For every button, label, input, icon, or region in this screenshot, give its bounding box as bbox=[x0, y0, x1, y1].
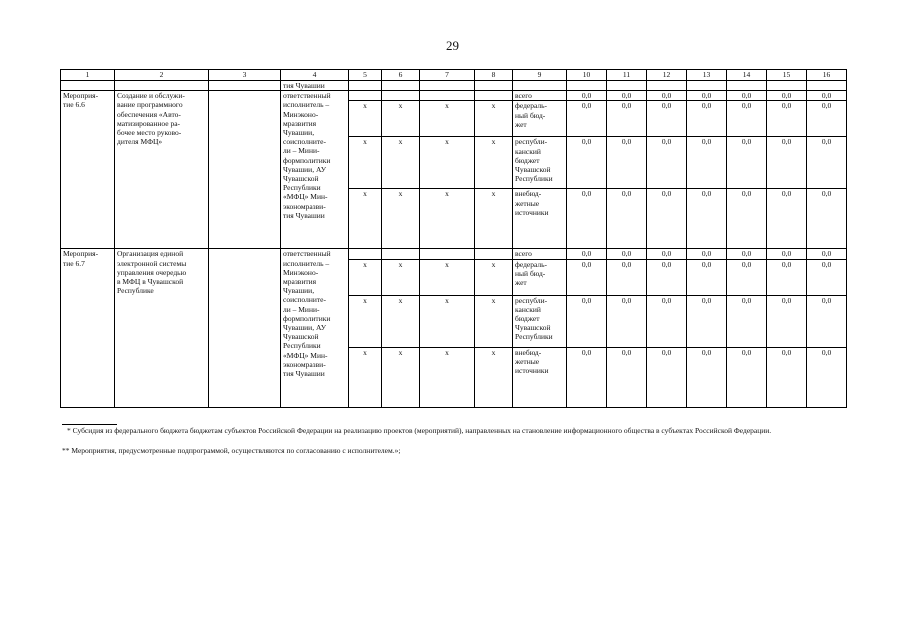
source-cell: всего bbox=[513, 91, 567, 101]
code-cell: х bbox=[420, 347, 475, 407]
code-cell bbox=[349, 91, 382, 101]
empty-cell bbox=[767, 81, 807, 91]
measure-name-cell: Создание и обслужи- вание программного обеспечения «Авто- матизированное ра- бочее место руково- дителя МФЦ» bbox=[115, 91, 209, 249]
value-cell: 0,0 bbox=[727, 91, 767, 101]
measure-name-cell: Организация единой электронной системы управления очередью в МФЦ в Чувашской Республике bbox=[115, 249, 209, 407]
executor-cell: ответственный исполнитель – Минэконо- мразвития Чувашии, соисполните- ли – Мини- формполитики Чувашии, АУ Чувашской Республики «МФЦ» Мин- экономразви- тия Чувашии bbox=[281, 249, 349, 407]
executor-cell: тия Чувашии bbox=[281, 81, 349, 91]
value-cell: 0,0 bbox=[727, 101, 767, 137]
value-cell: 0,0 bbox=[687, 295, 727, 347]
empty-cell bbox=[687, 81, 727, 91]
source-cell: внебюд- жетные источники bbox=[513, 189, 567, 249]
value-cell: 0,0 bbox=[807, 347, 847, 407]
code-cell: х bbox=[475, 295, 513, 347]
value-cell: 0,0 bbox=[687, 91, 727, 101]
empty-cell bbox=[61, 81, 115, 91]
source-cell: всего bbox=[513, 249, 567, 259]
value-cell: 0,0 bbox=[607, 189, 647, 249]
value-cell: 0,0 bbox=[647, 295, 687, 347]
code-cell bbox=[420, 249, 475, 259]
header-cell: 7 bbox=[420, 70, 475, 81]
value-cell: 0,0 bbox=[687, 259, 727, 295]
value-cell: 0,0 bbox=[807, 137, 847, 189]
value-cell: 0,0 bbox=[567, 259, 607, 295]
value-cell: 0,0 bbox=[607, 91, 647, 101]
code-cell: х bbox=[382, 259, 420, 295]
empty-cell bbox=[115, 81, 209, 91]
source-cell: республи- канский бюджет Чувашской Республики bbox=[513, 295, 567, 347]
table-body bbox=[61, 70, 847, 408]
header-cell: 8 bbox=[475, 70, 513, 81]
value-cell: 0,0 bbox=[767, 101, 807, 137]
value-cell: 0,0 bbox=[647, 91, 687, 101]
code-cell bbox=[382, 249, 420, 259]
value-cell: 0,0 bbox=[687, 249, 727, 259]
empty-cell bbox=[513, 81, 567, 91]
executor-cell: ответственный исполнитель – Минэконо- мразвития Чувашии, соисполните- ли – Мини- формполитики Чувашии, АУ Чувашской Республики «МФЦ» Мин- экономразви- тия Чувашии bbox=[281, 91, 349, 249]
source-cell: федераль- ный бюд- жет bbox=[513, 259, 567, 295]
value-cell: 0,0 bbox=[727, 249, 767, 259]
value-cell: 0,0 bbox=[767, 189, 807, 249]
code-cell: х bbox=[475, 189, 513, 249]
value-cell: 0,0 bbox=[647, 347, 687, 407]
value-cell: 0,0 bbox=[767, 259, 807, 295]
continuation-row bbox=[61, 81, 847, 91]
header-cell: 12 bbox=[647, 70, 687, 81]
value-cell: 0,0 bbox=[647, 259, 687, 295]
footnote-1: * Субсидия из федерального бюджета бюджетам субъектов Российской Федерации на реализацию проектов (мероприятий), направленных на становление информационного общества в субъектах Российской Федерации. bbox=[67, 426, 772, 435]
value-cell: 0,0 bbox=[647, 137, 687, 189]
value-cell: 0,0 bbox=[607, 259, 647, 295]
empty-cell bbox=[647, 81, 687, 91]
code-cell: х bbox=[349, 347, 382, 407]
value-cell: 0,0 bbox=[567, 249, 607, 259]
value-cell: 0,0 bbox=[807, 189, 847, 249]
header-cell: 16 bbox=[807, 70, 847, 81]
header-cell: 6 bbox=[382, 70, 420, 81]
value-cell: 0,0 bbox=[607, 295, 647, 347]
value-cell: 0,0 bbox=[687, 101, 727, 137]
code-cell: х bbox=[382, 101, 420, 137]
code-cell: х bbox=[349, 295, 382, 347]
header-cell: 3 bbox=[209, 70, 281, 81]
value-cell: 0,0 bbox=[567, 189, 607, 249]
empty-cell bbox=[382, 81, 420, 91]
measure-id-cell: Мероприя- тие 6.6 bbox=[61, 91, 115, 249]
header-cell: 13 bbox=[687, 70, 727, 81]
source-cell: внебюд- жетные источники bbox=[513, 347, 567, 407]
empty-cell bbox=[727, 81, 767, 91]
empty-cell bbox=[349, 81, 382, 91]
header-cell: 5 bbox=[349, 70, 382, 81]
code-cell: х bbox=[420, 259, 475, 295]
code-cell: х bbox=[349, 137, 382, 189]
value-cell: 0,0 bbox=[567, 295, 607, 347]
value-cell: 0,0 bbox=[807, 295, 847, 347]
code-cell bbox=[349, 249, 382, 259]
value-cell: 0,0 bbox=[727, 295, 767, 347]
code-cell: х bbox=[382, 347, 420, 407]
value-cell: 0,0 bbox=[647, 189, 687, 249]
code-cell: х bbox=[349, 189, 382, 249]
value-cell: 0,0 bbox=[567, 137, 607, 189]
code-cell bbox=[420, 91, 475, 101]
value-cell: 0,0 bbox=[567, 347, 607, 407]
value-cell: 0,0 bbox=[727, 189, 767, 249]
value-cell: 0,0 bbox=[807, 91, 847, 101]
value-cell: 0,0 bbox=[767, 347, 807, 407]
header-cell: 11 bbox=[607, 70, 647, 81]
value-cell: 0,0 bbox=[567, 91, 607, 101]
value-cell: 0,0 bbox=[807, 249, 847, 259]
code-cell: х bbox=[420, 101, 475, 137]
code-cell: х bbox=[475, 101, 513, 137]
code-cell: х bbox=[420, 189, 475, 249]
value-cell: 0,0 bbox=[727, 347, 767, 407]
header-cell: 14 bbox=[727, 70, 767, 81]
empty-cell bbox=[209, 81, 281, 91]
code-cell bbox=[382, 91, 420, 101]
empty-cell bbox=[807, 81, 847, 91]
value-cell: 0,0 bbox=[767, 91, 807, 101]
code-cell: х bbox=[475, 137, 513, 189]
value-cell: 0,0 bbox=[767, 295, 807, 347]
value-cell: 0,0 bbox=[607, 249, 647, 259]
value-cell: 0,0 bbox=[567, 101, 607, 137]
value-cell: 0,0 bbox=[687, 189, 727, 249]
value-cell: 0,0 bbox=[687, 137, 727, 189]
empty-cell bbox=[209, 91, 281, 249]
empty-cell bbox=[209, 249, 281, 407]
code-cell: х bbox=[475, 347, 513, 407]
code-cell: х bbox=[475, 259, 513, 295]
code-cell: х bbox=[420, 137, 475, 189]
source-cell: республи- канский бюджет Чувашской Республики bbox=[513, 137, 567, 189]
source-cell: федераль- ный бюд- жет bbox=[513, 101, 567, 137]
value-cell: 0,0 bbox=[607, 347, 647, 407]
code-cell bbox=[475, 249, 513, 259]
value-cell: 0,0 bbox=[607, 101, 647, 137]
empty-cell bbox=[567, 81, 607, 91]
empty-cell bbox=[475, 81, 513, 91]
value-cell: 0,0 bbox=[807, 101, 847, 137]
value-cell: 0,0 bbox=[647, 101, 687, 137]
code-cell: х bbox=[420, 295, 475, 347]
page-number: 29 bbox=[446, 38, 459, 53]
code-cell: х bbox=[349, 259, 382, 295]
value-cell: 0,0 bbox=[647, 249, 687, 259]
table-row bbox=[61, 249, 847, 259]
value-cell: 0,0 bbox=[687, 347, 727, 407]
header-cell: 15 bbox=[767, 70, 807, 81]
code-cell: х bbox=[382, 137, 420, 189]
header-cell: 9 bbox=[513, 70, 567, 81]
value-cell: 0,0 bbox=[727, 137, 767, 189]
footnote-2: ** Мероприятия, предусмотренные подпрограммой, осуществляются по согласованию с исполнителем.»; bbox=[62, 446, 401, 455]
code-cell: х bbox=[382, 295, 420, 347]
measure-id-cell: Мероприя- тие 6.7 bbox=[61, 249, 115, 407]
header-cell: 4 bbox=[281, 70, 349, 81]
header-row bbox=[61, 70, 847, 81]
footnote-rule bbox=[62, 424, 117, 425]
code-cell: х bbox=[349, 101, 382, 137]
header-cell: 2 bbox=[115, 70, 209, 81]
value-cell: 0,0 bbox=[607, 137, 647, 189]
value-cell: 0,0 bbox=[727, 259, 767, 295]
code-cell bbox=[475, 91, 513, 101]
header-cell: 1 bbox=[61, 70, 115, 81]
value-cell: 0,0 bbox=[767, 249, 807, 259]
budget-table bbox=[60, 69, 847, 408]
empty-cell bbox=[420, 81, 475, 91]
empty-cell bbox=[607, 81, 647, 91]
code-cell: х bbox=[382, 189, 420, 249]
table-row bbox=[61, 91, 847, 101]
value-cell: 0,0 bbox=[767, 137, 807, 189]
header-cell: 10 bbox=[567, 70, 607, 81]
value-cell: 0,0 bbox=[807, 259, 847, 295]
